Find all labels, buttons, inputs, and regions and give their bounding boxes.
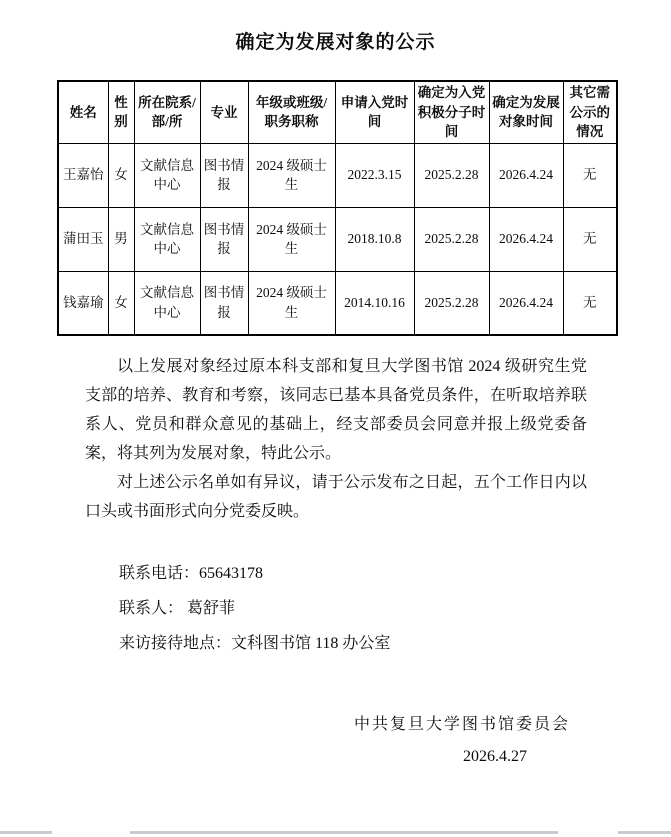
- cell-name: 王嘉怡: [58, 143, 108, 207]
- cell-major: 图书情报: [200, 271, 248, 335]
- header-development-date: 确定为发展对象时间: [489, 81, 563, 143]
- cell-gender: 女: [108, 143, 134, 207]
- cell-grade: 2024 级硕士生: [248, 271, 335, 335]
- signature-org: 中共复旦大学图书馆委员会: [353, 716, 570, 734]
- cell-major: 图书情报: [200, 207, 248, 271]
- cell-activist-date: 2025.2.28: [414, 207, 489, 271]
- cell-department: 文献信息中心: [134, 143, 200, 207]
- header-department: 所在院系/部/所: [134, 81, 200, 143]
- cell-activist-date: 2025.2.28: [414, 143, 489, 207]
- header-apply-date: 申请入党时间: [335, 81, 414, 143]
- table-header-row: [58, 81, 617, 143]
- table-row: [58, 271, 617, 335]
- cell-gender: 女: [108, 271, 134, 335]
- cell-other: 无: [563, 207, 617, 271]
- contact-address: 来访接待地点：文科图书馆 118 办公室: [119, 635, 391, 653]
- cell-name: 钱嘉瑜: [58, 271, 108, 335]
- cell-development-date: 2026.4.24: [489, 207, 563, 271]
- cell-apply-date: 2014.10.16: [335, 271, 414, 335]
- notice-body: [85, 352, 587, 526]
- paragraph-review: 以上发展对象经过原本科支部和复旦大学图书馆 2024 级研究生党支部的培养、教育和考察，该同志已基本具备党员条件，在听取培养联系人、党员和群众意见的基础上，经支部委员会同意并报上级党委备案，将其列为发展对象，特此公示。: [85, 358, 587, 463]
- table-row: [58, 207, 617, 271]
- cell-gender: 男: [108, 207, 134, 271]
- cell-apply-date: 2018.10.8: [335, 207, 414, 271]
- table-row: [58, 143, 617, 207]
- cell-development-date: 2026.4.24: [489, 143, 563, 207]
- header-name: 姓名: [58, 81, 108, 143]
- notice-table: [57, 80, 618, 336]
- cell-department: 文献信息中心: [134, 271, 200, 335]
- page-break-line: [618, 831, 671, 834]
- cell-development-date: 2026.4.24: [489, 271, 563, 335]
- paragraph-objection: 对上述公示名单如有异议，请于公示发布之日起，五个工作日内以口头或书面形式向分党委反映。: [85, 474, 587, 521]
- header-grade: 年级或班级/职务职称: [248, 81, 335, 143]
- cell-grade: 2024 级硕士生: [248, 207, 335, 271]
- contact-person: 联系人： 葛舒菲: [119, 600, 236, 618]
- cell-other: 无: [563, 143, 617, 207]
- cell-major: 图书情报: [200, 143, 248, 207]
- contact-block: [119, 556, 671, 661]
- page-break-line: [130, 831, 558, 834]
- header-activist-date: 确定为入党积极分子时间: [414, 81, 489, 143]
- cell-apply-date: 2022.3.15: [335, 143, 414, 207]
- cell-activist-date: 2025.2.28: [414, 271, 489, 335]
- header-gender: 性别: [108, 81, 134, 143]
- header-major: 专业: [200, 81, 248, 143]
- cell-other: 无: [563, 271, 617, 335]
- cell-department: 文献信息中心: [134, 207, 200, 271]
- header-other: 其它需公示的情况: [563, 81, 617, 143]
- signature-date: 2026.4.27: [463, 748, 527, 766]
- cell-name: 蒲田玉: [58, 207, 108, 271]
- page-break-line: [0, 831, 52, 834]
- cell-grade: 2024 级硕士生: [248, 143, 335, 207]
- contact-phone: 联系电话：65643178: [119, 565, 264, 583]
- page-title: 确定为发展对象的公示: [235, 32, 436, 53]
- signature-block: [0, 711, 671, 766]
